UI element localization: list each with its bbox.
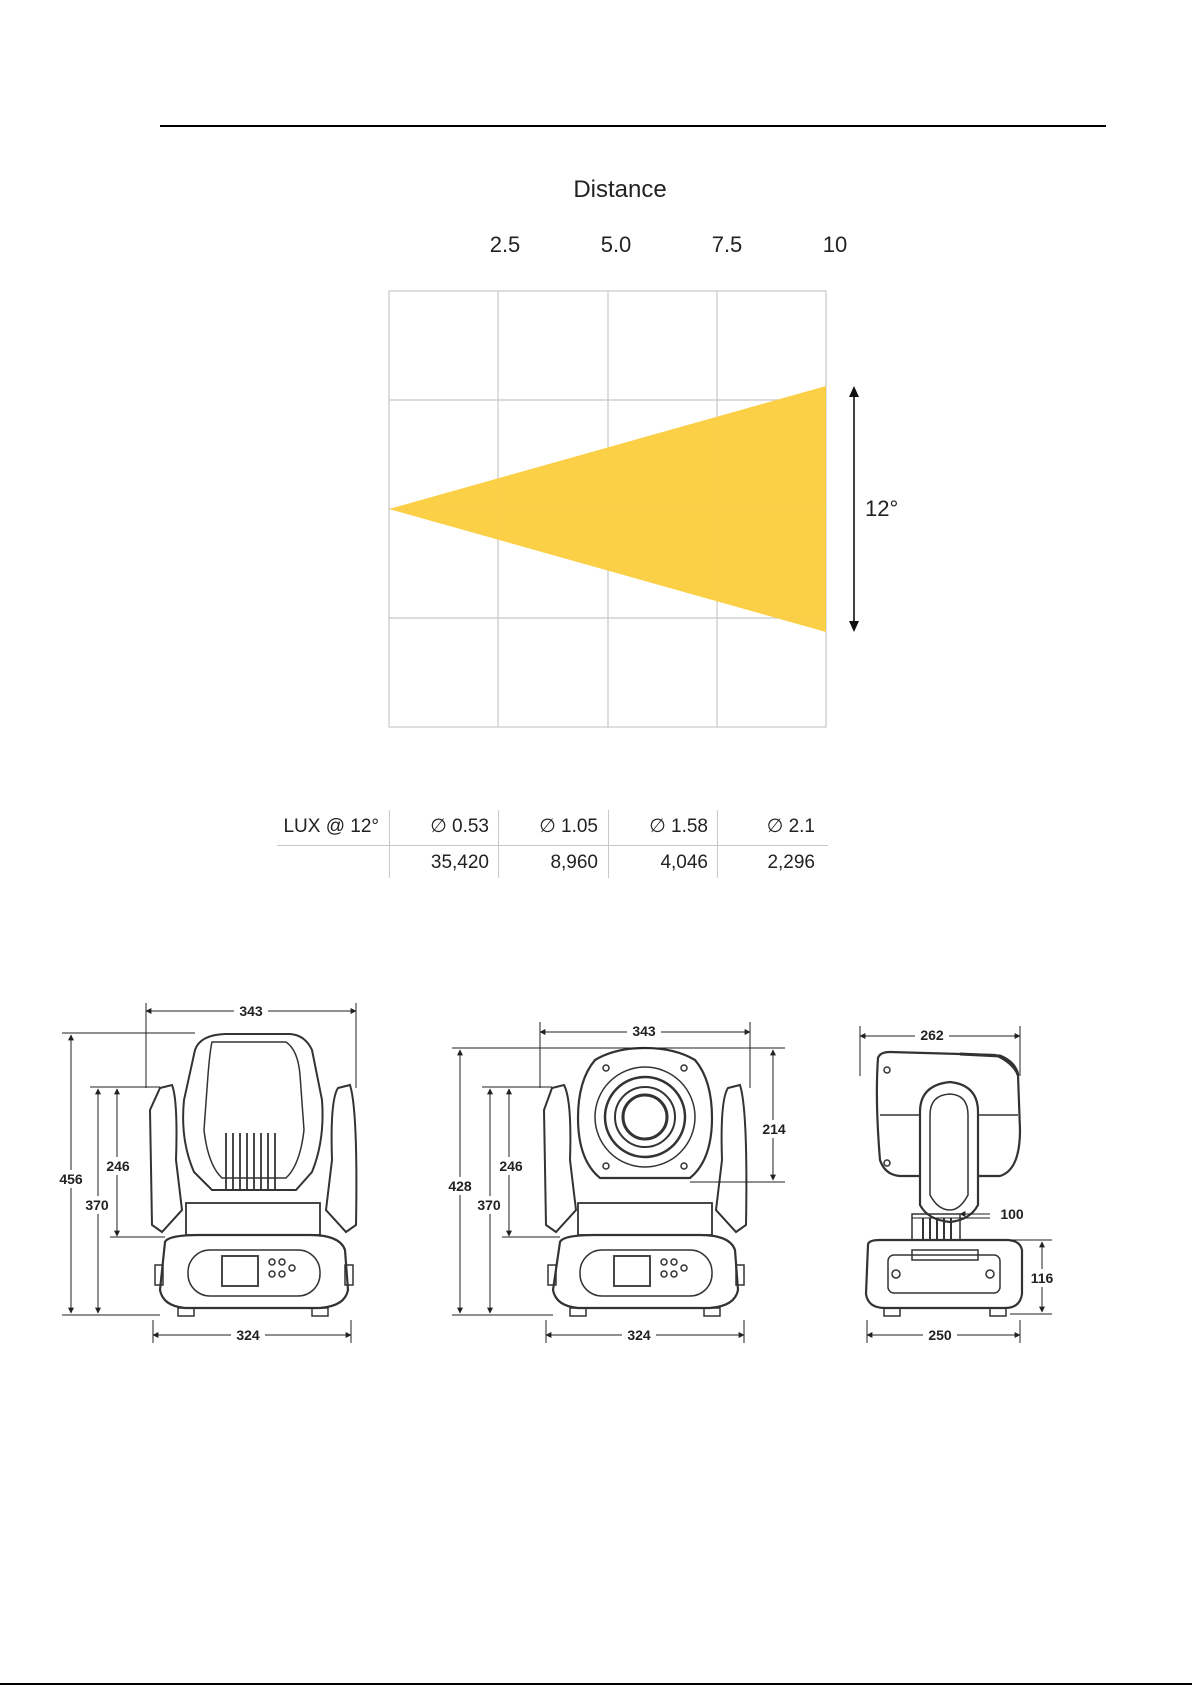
dim-label: 246 xyxy=(499,1158,523,1174)
rear-view-dimensions xyxy=(452,1022,785,1343)
dim-label: 428 xyxy=(448,1178,472,1194)
dim-label: 250 xyxy=(928,1327,952,1343)
front-view-drawing xyxy=(150,1034,356,1316)
distance-tick: 7.5 xyxy=(711,232,743,257)
beam-diagram xyxy=(0,0,1192,760)
angle-arrow xyxy=(849,386,859,632)
dim-label: 370 xyxy=(85,1197,109,1213)
dim-label: 456 xyxy=(59,1171,83,1187)
table-divider xyxy=(717,810,718,878)
table-divider xyxy=(389,810,390,878)
distance-tick: 10 xyxy=(822,232,848,257)
table-divider xyxy=(498,810,499,878)
dim-label: 262 xyxy=(920,1027,944,1043)
dim-label: 343 xyxy=(632,1023,656,1039)
table-divider xyxy=(608,810,609,878)
diameter-cell: ∅ 2.1 xyxy=(766,816,815,837)
dim-label: 246 xyxy=(106,1158,130,1174)
lux-label: LUX @ 12° xyxy=(283,816,379,837)
front-view-labels xyxy=(56,1001,268,1344)
lux-value-cell: 8,960 xyxy=(550,852,598,873)
distance-title: Distance xyxy=(573,176,667,203)
dim-label: 100 xyxy=(1000,1206,1024,1222)
diameter-cell: ∅ 1.05 xyxy=(539,816,598,837)
lux-value-cell: 2,296 xyxy=(767,852,815,873)
beam-angle-label: 12° xyxy=(865,496,899,521)
lux-value-cell: 35,420 xyxy=(430,852,489,873)
dim-label: 324 xyxy=(236,1327,260,1343)
dim-label: 214 xyxy=(762,1121,786,1137)
distance-tick: 2.5 xyxy=(489,232,521,257)
lux-value-cell: 4,046 xyxy=(660,852,708,873)
dim-label: 324 xyxy=(627,1327,651,1343)
dim-label: 343 xyxy=(239,1003,263,1019)
side-view-drawing xyxy=(866,1052,1022,1316)
diameter-cell: ∅ 1.58 xyxy=(649,816,708,837)
dim-label: 370 xyxy=(477,1197,501,1213)
diameter-cell: ∅ 0.53 xyxy=(430,816,489,837)
dim-label: 116 xyxy=(1030,1270,1054,1286)
distance-tick: 5.0 xyxy=(600,232,632,257)
dimension-drawings xyxy=(0,990,1192,1370)
